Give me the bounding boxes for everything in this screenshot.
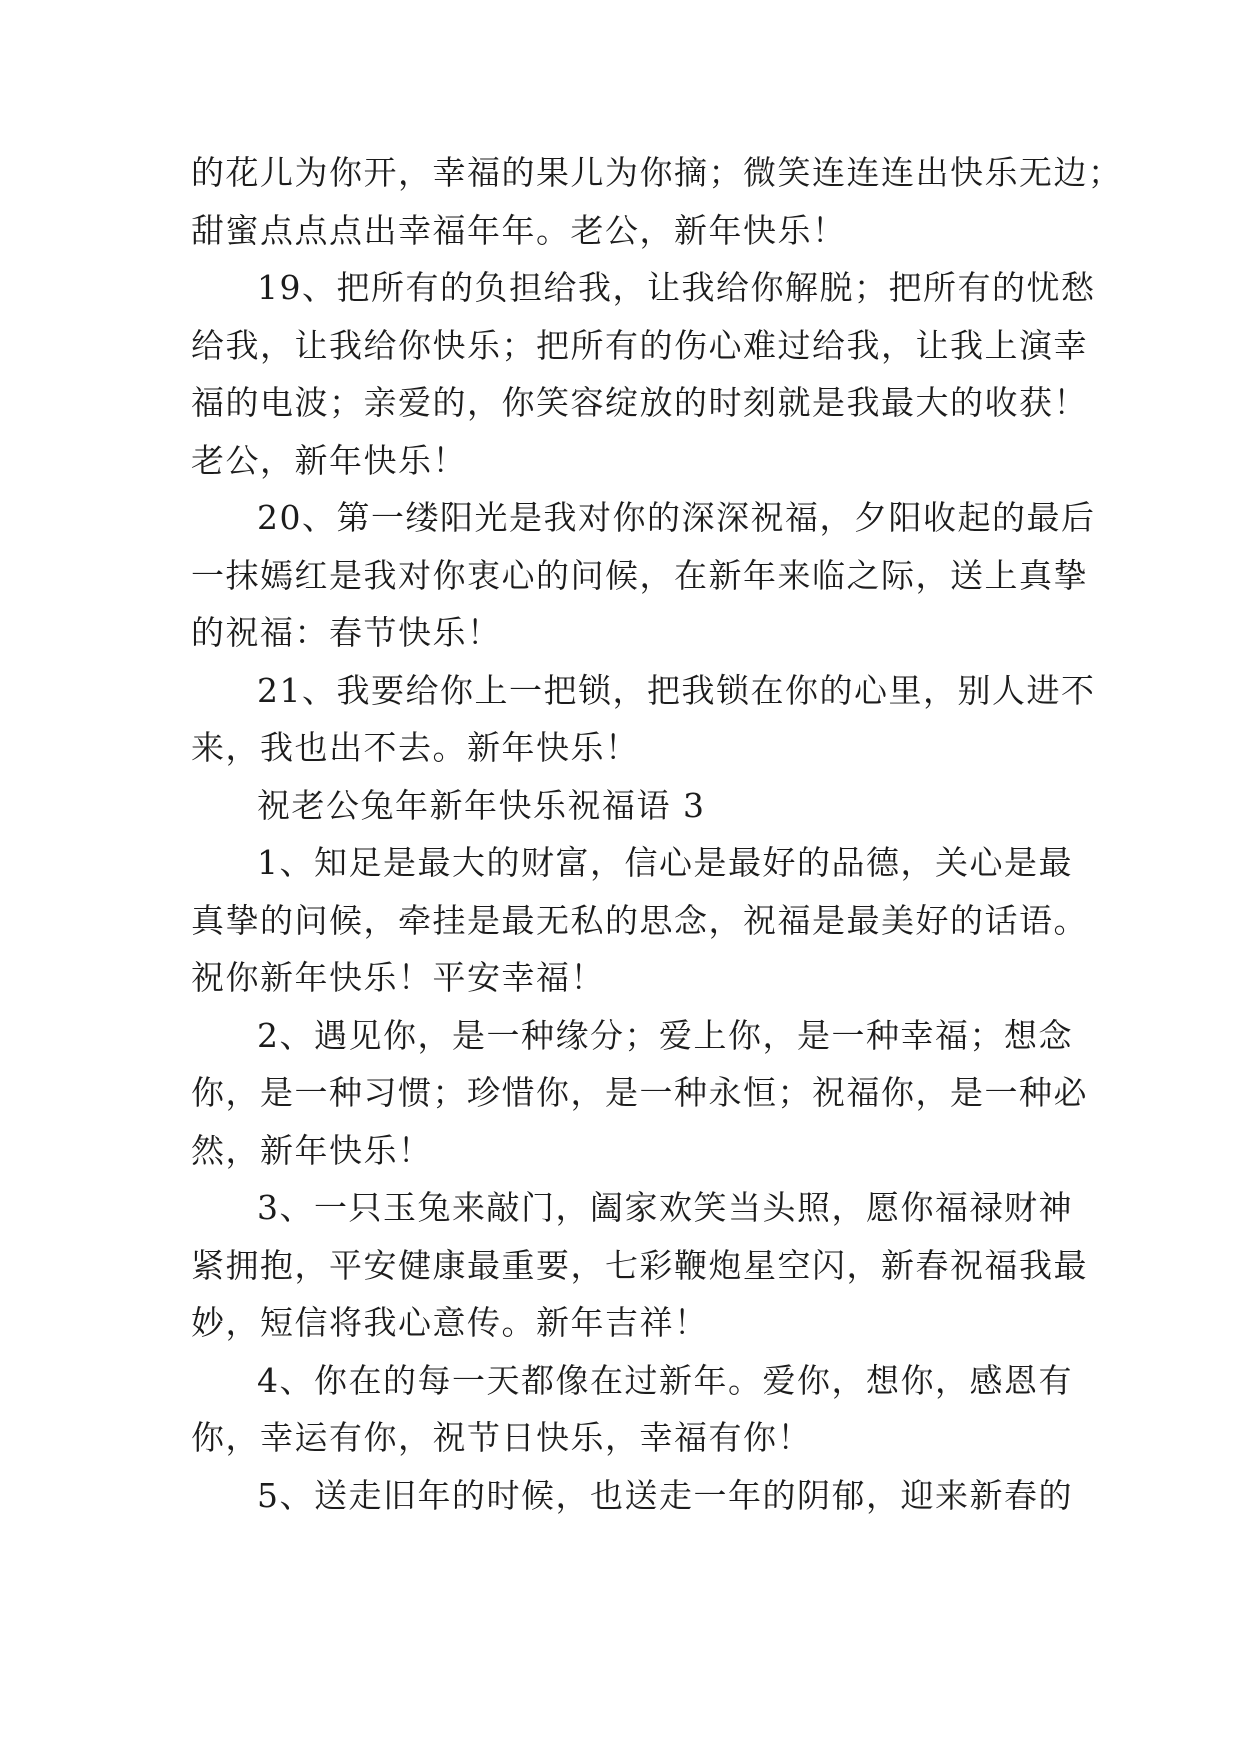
paragraph: [191, 662, 1096, 777]
text-line: 甜蜜点点点出幸福年年。老公，新年快乐！: [191, 210, 847, 250]
document-body: [191, 144, 1123, 1524]
text-line: 4、你在的每一天都像在过新年。爱你，想你，感恩有: [257, 1360, 1073, 1400]
text-line: 的祝福：春节快乐！: [191, 613, 502, 652]
text-line: 19、把所有的负担给我，让我给你解脱；把所有的忧愁: [257, 268, 1096, 307]
text-line: 给我，让我给你快乐；把所有的伤心难过给我，让我上演幸: [191, 325, 1088, 365]
text-line: 真挚的问候，牵挂是最无私的思念，祝福是最美好的话语。: [191, 900, 1088, 940]
text-line: 5、送走旧年的时候，也送走一年的阴郁，迎来新春的: [257, 1475, 1073, 1515]
text-line: 的花儿为你开，幸福的果儿为你摘；微笑连连连出快乐无边；: [191, 153, 1123, 192]
text-line: 老公，新年快乐！: [191, 440, 467, 480]
paragraph: [191, 1007, 1088, 1180]
text-line: 妙，短信将我心意传。新年吉祥！: [191, 1303, 709, 1342]
text-line: 1、知足是最大的财富，信心是最好的品德，关心是最: [257, 843, 1073, 882]
paragraph: [191, 1467, 1073, 1525]
text-line: 来，我也出不去。新年快乐！: [191, 728, 640, 767]
paragraph: [191, 259, 1096, 489]
text-line: 你，幸运有你，祝节日快乐，幸福有你！: [191, 1418, 812, 1457]
text-line: 一抹嫣红是我对你衷心的问候，在新年来临之际，送上真挚: [191, 555, 1088, 595]
paragraph: [191, 489, 1096, 662]
text-line: 然，新年快乐！: [191, 1130, 433, 1170]
text-line: 20、第一缕阳光是我对你的深深祝福，夕阳收起的最后: [257, 498, 1096, 537]
text-line: 祝你新年快乐！平安幸福！: [191, 958, 605, 997]
text-line: 祝老公兔年新年快乐祝福语 3: [257, 785, 706, 825]
paragraph: [191, 1352, 1073, 1467]
paragraph: [191, 1179, 1088, 1352]
text-line: 3、一只玉兔来敲门，阖家欢笑当头照，愿你福禄财神: [257, 1188, 1073, 1227]
text-line: 福的电波；亲爱的，你笑容绽放的时刻就是我最大的收获！: [191, 383, 1088, 422]
text-line: 紧拥抱，平安健康最重要，七彩鞭炮星空闪，新春祝福我最: [191, 1245, 1088, 1285]
section-heading: [191, 777, 1061, 835]
text-line: 你，是一种习惯；珍惜你，是一种永恒；祝福你，是一种必: [191, 1073, 1088, 1112]
paragraph: [191, 144, 1123, 259]
text-line: 2、遇见你，是一种缘分；爱上你，是一种幸福；想念: [257, 1015, 1073, 1055]
text-line: 21、我要给你上一把锁，把我锁在你的心里，别人进不: [257, 670, 1096, 710]
paragraph: [191, 834, 1088, 1007]
